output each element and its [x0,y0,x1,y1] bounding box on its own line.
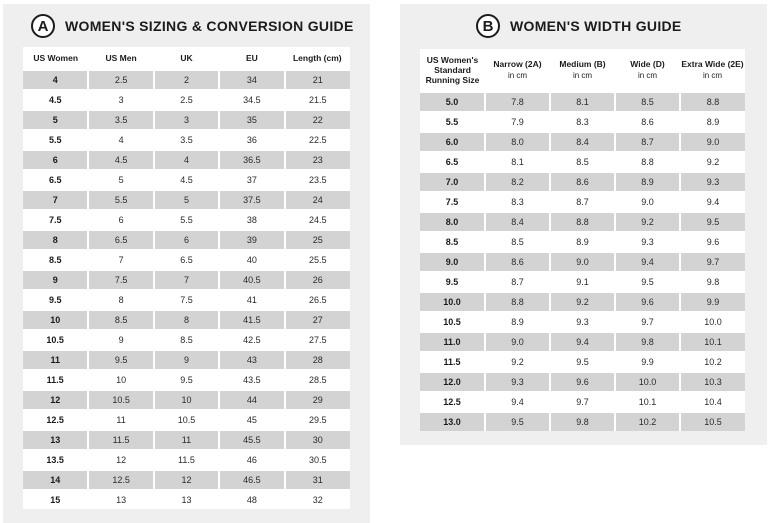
width-value-cell: 9.6 [550,372,615,392]
sizing-value-cell: 30.5 [285,450,350,470]
running-size-cell: 5.5 [420,112,485,132]
sizing-table-row [23,210,350,230]
sizing-table-row [23,430,350,450]
sizing-value-cell: 4.5 [154,170,219,190]
sizing-table-row [23,270,350,290]
us-women-size-cell: 10 [23,310,88,330]
sizing-value-cell: 2.5 [154,90,219,110]
width-value-cell: 10.5 [680,412,745,431]
sizing-table-row [23,110,350,130]
width-table-row [420,312,745,332]
sizing-table-row [23,490,350,509]
width-value-cell: 8.1 [550,92,615,112]
width-header-label: Wide (D) [630,59,665,69]
sizing-value-cell: 30 [285,430,350,450]
width-value-cell: 9.9 [615,352,680,372]
sizing-value-cell: 8.5 [154,330,219,350]
width-header-unit: in cm [507,71,528,80]
sizing-title-row [31,14,354,38]
us-women-size-cell: 9.5 [23,290,88,310]
sizing-value-cell: 7.5 [154,290,219,310]
width-value-cell: 9.2 [615,212,680,232]
sizing-value-cell: 23 [285,150,350,170]
sizing-table-row [23,130,350,150]
width-header-row [420,49,745,92]
us-women-size-cell: 7.5 [23,210,88,230]
sizing-value-cell: 4 [154,150,219,170]
width-value-cell: 8.8 [550,212,615,232]
sizing-value-cell: 10.5 [88,390,153,410]
width-value-cell: 8.8 [615,152,680,172]
width-table-row [420,252,745,272]
sizing-column-header: US Men [88,47,153,70]
us-women-size-cell: 11.5 [23,370,88,390]
width-table-row [420,112,745,132]
width-value-cell: 8.7 [485,272,550,292]
width-value-cell: 9.4 [615,252,680,272]
running-size-cell: 10.0 [420,292,485,312]
sizing-table-row [23,310,350,330]
sizing-value-cell: 28 [285,350,350,370]
width-value-cell: 8.9 [680,112,745,132]
width-value-cell: 9.2 [485,352,550,372]
width-value-cell: 8.5 [615,92,680,112]
width-value-cell: 9.0 [680,132,745,152]
sizing-value-cell: 45.5 [219,430,284,450]
width-value-cell: 9.0 [485,332,550,352]
sizing-value-cell: 12 [88,450,153,470]
width-value-cell: 9.4 [680,192,745,212]
width-value-cell: 8.5 [485,232,550,252]
width-value-cell: 8.6 [615,112,680,132]
us-women-size-cell: 6 [23,150,88,170]
sizing-table-row [23,230,350,250]
sizing-value-cell: 42.5 [219,330,284,350]
width-value-cell: 8.4 [550,132,615,152]
sizing-table-row [23,450,350,470]
width-value-cell: 9.7 [680,252,745,272]
width-title-row [476,14,682,38]
us-women-size-cell: 12.5 [23,410,88,430]
width-value-cell: 9.7 [550,392,615,412]
sizing-value-cell: 3 [154,110,219,130]
us-women-size-cell: 9 [23,270,88,290]
width-value-cell: 10.0 [680,312,745,332]
sizing-value-cell: 6.5 [154,250,219,270]
sizing-value-cell: 34 [219,70,284,90]
sizing-value-cell: 5.5 [88,190,153,210]
width-value-cell: 9.8 [615,332,680,352]
width-column-header [550,49,615,92]
sizing-value-cell: 29 [285,390,350,410]
sizing-value-cell: 10.5 [154,410,219,430]
sizing-value-cell: 5 [154,190,219,210]
width-value-cell: 8.0 [485,132,550,152]
width-value-cell: 8.8 [680,92,745,112]
us-women-size-cell: 14 [23,470,88,490]
sizing-value-cell: 4.5 [88,150,153,170]
sizing-value-cell: 13 [154,490,219,509]
sizing-table-row [23,250,350,270]
sizing-value-cell: 6 [154,230,219,250]
width-value-cell: 10.1 [615,392,680,412]
width-value-cell: 8.3 [485,192,550,212]
sizing-value-cell: 32 [285,490,350,509]
width-value-cell: 9.2 [550,292,615,312]
running-size-cell: 6.0 [420,132,485,152]
section-a-badge: A [31,14,55,38]
sizing-value-cell: 46.5 [219,470,284,490]
sizing-value-cell: 7 [154,270,219,290]
width-value-cell: 10.1 [680,332,745,352]
sizing-value-cell: 5.5 [154,210,219,230]
sizing-value-cell: 10 [154,390,219,410]
sizing-value-cell: 26 [285,270,350,290]
sizing-value-cell: 45 [219,410,284,430]
us-women-size-cell: 12 [23,390,88,410]
sizing-value-cell: 3.5 [154,130,219,150]
width-column-header [615,49,680,92]
width-value-cell: 9.0 [550,252,615,272]
running-size-cell: 9.5 [420,272,485,292]
width-value-cell: 9.3 [615,232,680,252]
sizing-value-cell: 44 [219,390,284,410]
us-women-size-cell: 8.5 [23,250,88,270]
width-table-row [420,152,745,172]
section-b-badge: B [476,14,500,38]
sizing-table-row [23,70,350,90]
running-size-cell: 11.5 [420,352,485,372]
sizing-value-cell: 9.5 [88,350,153,370]
width-value-cell: 9.8 [550,412,615,431]
width-value-cell: 8.1 [485,152,550,172]
sizing-value-cell: 22.5 [285,130,350,150]
width-value-cell: 9.1 [550,272,615,292]
width-header-unit: in cm [572,71,593,80]
sizing-value-cell: 21 [285,70,350,90]
width-table-row [420,92,745,112]
sizing-conversion-table [23,47,350,509]
sizing-guide-title: WOMEN'S SIZING & CONVERSION GUIDE [65,18,354,34]
us-women-size-cell: 13.5 [23,450,88,470]
width-table-row [420,332,745,352]
width-value-cell: 8.8 [485,292,550,312]
running-size-cell: 11.0 [420,332,485,352]
sizing-value-cell: 9 [88,330,153,350]
width-value-cell: 10.2 [615,412,680,431]
sizing-value-cell: 38 [219,210,284,230]
us-women-size-cell: 10.5 [23,330,88,350]
running-size-cell: 8.5 [420,232,485,252]
width-value-cell: 8.9 [485,312,550,332]
sizing-value-cell: 11.5 [88,430,153,450]
sizing-column-header: Length (cm) [285,47,350,70]
width-value-cell: 9.2 [680,152,745,172]
width-header-unit: in cm [637,71,658,80]
sizing-value-cell: 23.5 [285,170,350,190]
sizing-table-row [23,170,350,190]
width-value-cell: 9.3 [680,172,745,192]
us-women-size-cell: 15 [23,490,88,509]
width-table-row [420,132,745,152]
us-women-size-cell: 5.5 [23,130,88,150]
sizing-value-cell: 2.5 [88,70,153,90]
width-table-row [420,292,745,312]
sizing-value-cell: 9.5 [154,370,219,390]
width-table-row [420,172,745,192]
width-table-row [420,412,745,431]
running-size-cell: 8.0 [420,212,485,232]
sizing-table-row [23,470,350,490]
width-value-cell: 9.9 [680,292,745,312]
sizing-value-cell: 41.5 [219,310,284,330]
sizing-value-cell: 37 [219,170,284,190]
width-value-cell: 8.7 [550,192,615,212]
width-value-cell: 8.3 [550,112,615,132]
width-value-cell: 9.7 [615,312,680,332]
sizing-column-header: EU [219,47,284,70]
sizing-value-cell: 46 [219,450,284,470]
sizing-table-row [23,330,350,350]
sizing-value-cell: 3.5 [88,110,153,130]
sizing-value-cell: 27.5 [285,330,350,350]
sizing-value-cell: 27 [285,310,350,330]
sizing-value-cell: 48 [219,490,284,509]
width-value-cell: 8.9 [615,172,680,192]
sizing-value-cell: 7 [88,250,153,270]
sizing-value-cell: 39 [219,230,284,250]
running-size-cell: 6.5 [420,152,485,172]
width-table-row [420,192,745,212]
sizing-value-cell: 6.5 [88,230,153,250]
width-value-cell: 9.4 [550,332,615,352]
sizing-table-row [23,150,350,170]
us-women-size-cell: 8 [23,230,88,250]
sizing-value-cell: 11 [154,430,219,450]
running-size-cell: 7.0 [420,172,485,192]
sizing-value-cell: 28.5 [285,370,350,390]
sizing-value-cell: 10 [88,370,153,390]
sizing-value-cell: 8 [88,290,153,310]
width-value-cell: 10.0 [615,372,680,392]
us-women-size-cell: 6.5 [23,170,88,190]
width-value-cell: 10.3 [680,372,745,392]
width-header-label: Narrow (2A) [493,59,542,69]
width-value-cell: 8.7 [615,132,680,152]
width-header-unit: in cm [702,71,723,80]
sizing-value-cell: 22 [285,110,350,130]
width-value-cell: 9.8 [680,272,745,292]
sizing-header-row [23,47,350,70]
sizing-value-cell: 25.5 [285,250,350,270]
sizing-value-cell: 4 [88,130,153,150]
sizing-value-cell: 2 [154,70,219,90]
sizing-value-cell: 8.5 [88,310,153,330]
width-value-cell: 9.0 [615,192,680,212]
sizing-value-cell: 37.5 [219,190,284,210]
running-size-cell: 10.5 [420,312,485,332]
width-value-cell: 10.2 [680,352,745,372]
width-table-row [420,392,745,412]
sizing-table-row [23,290,350,310]
us-women-size-cell: 13 [23,430,88,450]
sizing-value-cell: 31 [285,470,350,490]
width-header-label: Extra Wide (2E) [681,59,744,69]
width-value-cell: 9.5 [485,412,550,431]
width-value-cell: 8.4 [485,212,550,232]
sizing-value-cell: 43.5 [219,370,284,390]
sizing-table-row [23,410,350,430]
sizing-value-cell: 43 [219,350,284,370]
sizing-value-cell: 5 [88,170,153,190]
width-value-cell: 10.4 [680,392,745,412]
sizing-value-cell: 8 [154,310,219,330]
width-table-row [420,372,745,392]
sizing-value-cell: 40 [219,250,284,270]
width-column-header [680,49,745,92]
width-table-row [420,352,745,372]
sizing-value-cell: 6 [88,210,153,230]
width-value-cell: 8.2 [485,172,550,192]
sizing-value-cell: 34.5 [219,90,284,110]
sizing-value-cell: 12.5 [88,470,153,490]
width-value-cell: 8.9 [550,232,615,252]
sizing-conversion-panel [3,4,370,523]
sizing-value-cell: 24.5 [285,210,350,230]
sizing-value-cell: 13 [88,490,153,509]
width-guide-panel [400,4,767,445]
sizing-table-row [23,90,350,110]
sizing-value-cell: 11.5 [154,450,219,470]
width-table-row [420,232,745,252]
us-women-size-cell: 11 [23,350,88,370]
width-value-cell: 9.5 [680,212,745,232]
width-value-cell: 9.3 [485,372,550,392]
us-women-size-cell: 5 [23,110,88,130]
sizing-value-cell: 24 [285,190,350,210]
sizing-value-cell: 9 [154,350,219,370]
sizing-value-cell: 40.5 [219,270,284,290]
width-value-cell: 9.4 [485,392,550,412]
width-value-cell: 9.5 [550,352,615,372]
sizing-value-cell: 7.5 [88,270,153,290]
width-value-cell: 8.5 [550,152,615,172]
running-size-cell: 12.5 [420,392,485,412]
width-guide-title: WOMEN'S WIDTH GUIDE [510,18,682,34]
sizing-value-cell: 11 [88,410,153,430]
sizing-table-row [23,390,350,410]
sizing-value-cell: 3 [88,90,153,110]
us-women-size-cell: 4.5 [23,90,88,110]
width-table-row [420,212,745,232]
sizing-table-row [23,370,350,390]
sizing-value-cell: 12 [154,470,219,490]
sizing-value-cell: 36.5 [219,150,284,170]
sizing-value-cell: 36 [219,130,284,150]
running-size-cell: 12.0 [420,372,485,392]
width-column-header [485,49,550,92]
sizing-column-header: UK [154,47,219,70]
sizing-table-row [23,190,350,210]
width-value-cell: 9.5 [615,272,680,292]
sizing-value-cell: 26.5 [285,290,350,310]
width-value-cell: 8.6 [485,252,550,272]
running-size-cell: 5.0 [420,92,485,112]
sizing-value-cell: 41 [219,290,284,310]
width-header-label: US Women's Standard Running Size [425,55,480,85]
width-value-cell: 9.6 [615,292,680,312]
width-value-cell: 8.6 [550,172,615,192]
width-value-cell: 9.3 [550,312,615,332]
width-header-label: Medium (B) [559,59,606,69]
width-value-cell: 7.8 [485,92,550,112]
sizing-value-cell: 21.5 [285,90,350,110]
width-value-cell: 7.9 [485,112,550,132]
running-size-cell: 9.0 [420,252,485,272]
us-women-size-cell: 4 [23,70,88,90]
sizing-value-cell: 35 [219,110,284,130]
width-value-cell: 9.6 [680,232,745,252]
sizing-value-cell: 29.5 [285,410,350,430]
sizing-table-row [23,350,350,370]
width-guide-table [420,49,745,431]
sizing-column-header: US Women [23,47,88,70]
sizing-value-cell: 25 [285,230,350,250]
width-table-row [420,272,745,292]
running-size-cell: 13.0 [420,412,485,431]
width-column-header [420,49,485,92]
running-size-cell: 7.5 [420,192,485,212]
us-women-size-cell: 7 [23,190,88,210]
